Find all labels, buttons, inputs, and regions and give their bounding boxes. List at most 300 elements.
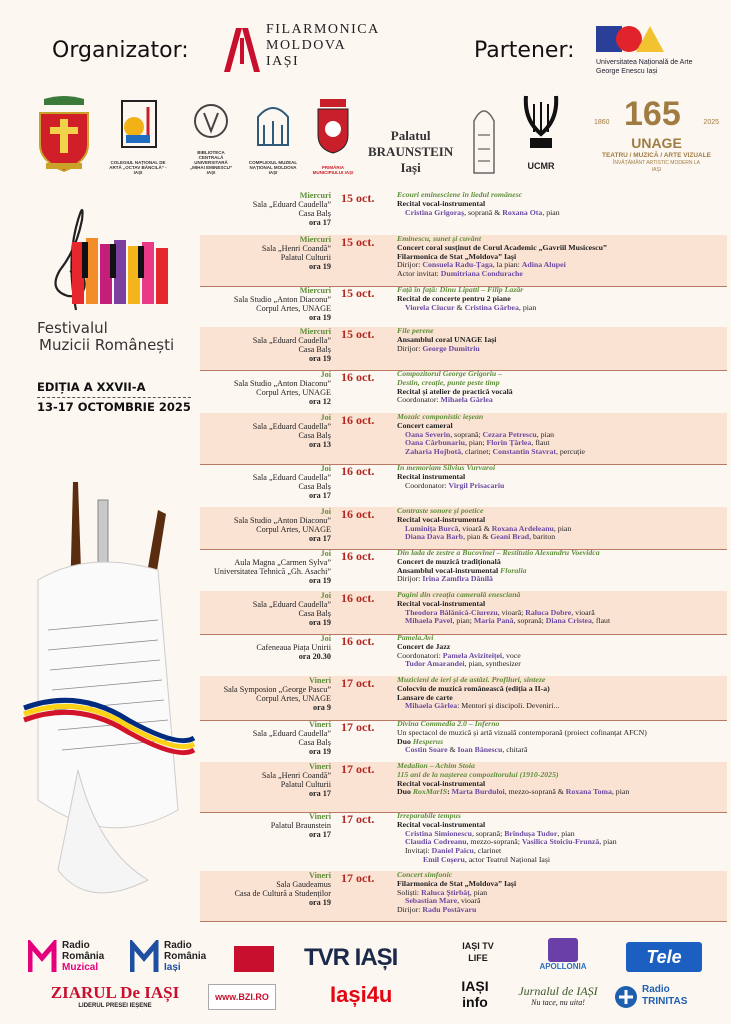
text-segment: Recital vocal-instrumental	[397, 819, 486, 829]
unarte-line2: George Enescu Iași	[596, 68, 658, 75]
organizer-label: Organizator:	[52, 38, 189, 63]
performer-name: Diana Dava Barb	[405, 532, 464, 542]
description-line	[397, 482, 725, 491]
event-place: Casa Balș	[298, 609, 331, 618]
performer-name: Adina Alupei	[521, 260, 566, 270]
text-segment: , soprană;	[450, 429, 483, 439]
description-line	[397, 906, 725, 915]
description-line: Divina Commedia 2.0 – Inferno	[397, 719, 500, 728]
text-segment: , pian;	[465, 438, 487, 448]
event-place: Universitatea Tehnică „Gh. Asachi”	[213, 567, 331, 576]
event-venue: Aula Magna „Carmen Sylva”	[234, 558, 331, 567]
text-segment: , chitară	[502, 745, 528, 755]
event-hour: ora 19	[308, 313, 331, 322]
event-venue: Sala „Eduard Caudella”	[252, 200, 331, 209]
event-location	[200, 762, 331, 798]
text-segment: , bariton	[529, 532, 556, 542]
festival-edition: EDIȚIA A XXVII-A	[37, 380, 146, 394]
event-location	[200, 871, 331, 907]
radio-romania-muzical-logo	[28, 940, 128, 976]
tvr-iasi-logo: TVR IAȘI	[304, 944, 398, 971]
radio-trinitas-logo	[614, 982, 706, 1012]
performer-name: Marta Burduloi	[451, 787, 505, 797]
performer-name: Mihaela Pavel	[405, 616, 453, 626]
city-crest-icon	[310, 95, 356, 155]
text-segment: Dirijor:	[397, 905, 423, 915]
unage-sub2: ÎNVĂȚĂMÂNT ARTISTIC MODERN LA IAȘI	[612, 160, 701, 173]
performer-name: Roxana Toma	[565, 787, 612, 797]
event-row	[200, 327, 727, 371]
unarte-line1: Universitatea Națională de Arte	[596, 59, 693, 66]
unarte-logo	[596, 22, 716, 82]
event-location	[200, 634, 331, 661]
unage-sub: TEATRU / MUZICĂ / ARTE VIZUALE	[601, 152, 712, 159]
description-line	[397, 660, 725, 669]
description-line: Ecouri eminesciene în liedul românesc	[397, 190, 523, 199]
text-segment: Recital vocal-instrumental	[397, 778, 486, 788]
text-segment: , pian	[542, 207, 560, 217]
jurnalul-name: Jurnalul de IAȘI	[518, 984, 598, 998]
description-line: Compozitorul George Grigoriu –	[397, 369, 503, 378]
complex-muzeal-logo	[248, 95, 298, 175]
event-date: 16 oct.	[341, 549, 375, 563]
performer-name: Virgil Prisacariu	[448, 480, 505, 490]
event-place: Corpul Artes, UNAGE	[256, 525, 331, 534]
unage-year-end: 2025	[703, 119, 719, 126]
event-row	[200, 507, 727, 550]
event-venue: Sala Studio „Anton Diaconu”	[233, 379, 331, 388]
event-date: 15 oct.	[341, 286, 375, 300]
description-line: Concert simfonic	[397, 870, 453, 879]
text-segment: , pian	[553, 523, 572, 533]
text-segment: , pian	[557, 828, 575, 838]
text-segment: , vioară;	[497, 607, 526, 617]
text-segment: Duo	[397, 736, 413, 746]
event-row	[200, 549, 727, 592]
event-row	[200, 464, 727, 508]
text-segment: Filarmonica de Stat „Moldova” Iași	[397, 251, 517, 261]
event-hour: ora 17	[308, 830, 331, 839]
filarmonica-line3: IAȘI	[266, 54, 300, 69]
unarte-mark-icon	[596, 22, 666, 56]
text-segment: , mezzo-soprană;	[466, 837, 522, 847]
event-hour: ora 13	[308, 440, 331, 449]
description-line: Mozaic componistic ieșean	[397, 412, 484, 421]
performer-name: Claudia Codreanu	[405, 837, 467, 847]
braunstein-line2: BRAUNSTEIN	[368, 144, 454, 159]
text-segment: , flaut	[531, 438, 550, 448]
event-day: Miercuri	[299, 191, 331, 200]
event-description	[397, 591, 725, 626]
iasi-info-logo: IAȘI info	[461, 978, 489, 1010]
text-segment: , vioară	[457, 896, 481, 906]
event-place: Palatul Culturii	[280, 780, 331, 789]
text-segment: , pian	[599, 837, 617, 847]
rri-mark-icon	[130, 940, 160, 974]
event-row	[200, 762, 727, 813]
text-segment: Recital vocal-instrumental	[397, 598, 486, 608]
description-line: Pagini din creația camerală enesciană	[397, 590, 521, 599]
braunstein-line1: Palatul	[390, 128, 431, 143]
event-row	[200, 871, 727, 922]
event-venue: Sala Symposion „George Pascu”	[223, 685, 331, 694]
festival-title-1: Festivalul	[37, 319, 108, 337]
performer-name: Oana Cărbunariu	[405, 438, 466, 448]
trinitas-line1: Radio	[642, 984, 670, 995]
event-location	[200, 286, 331, 322]
event-hour: ora 19	[308, 262, 331, 271]
event-day: Joi	[320, 591, 331, 600]
description-line: 115 ani de la nașterea compozitorului (1910-2025)	[397, 769, 559, 779]
event-place: Casa Balș	[298, 738, 331, 747]
event-location	[200, 191, 331, 227]
rri-line3: Iași	[164, 962, 181, 973]
lyre-icon	[520, 90, 562, 156]
festival-logo	[22, 200, 192, 500]
rri-line2: România	[164, 951, 207, 962]
event-hour: ora 17	[308, 218, 331, 227]
text-segment: Concert coral susținut de Corul Academic „Gavriil Musicescu”	[397, 242, 607, 252]
event-hour: ora 12	[308, 397, 331, 406]
braunstein-building-icon	[470, 95, 498, 180]
event-venue: Sala „Henri Coandă”	[261, 244, 331, 253]
iasi4u-logo: Iași4u	[330, 982, 393, 1007]
event-hour: ora 19	[308, 898, 331, 907]
text-segment: , pian;	[452, 616, 474, 626]
mitropolia-logo	[30, 95, 98, 175]
description-line	[397, 788, 725, 797]
event-description	[397, 370, 725, 405]
description-line	[397, 856, 725, 865]
text-segment: Concert de muzică tradițională	[397, 556, 501, 566]
performer-name: Radu Postăvaru	[422, 905, 477, 915]
event-row	[200, 235, 727, 287]
event-day: Miercuri	[299, 286, 331, 295]
event-row	[200, 676, 727, 721]
event-day: Vineri	[309, 871, 331, 880]
instruments-illustration	[18, 470, 203, 945]
htv-logo	[234, 946, 274, 972]
performer-name: Pamela Aviziteiței	[442, 650, 503, 660]
event-place: Palatul Culturii	[280, 253, 331, 262]
event-hour: ora 17	[308, 491, 331, 500]
text-segment: Dirijor:	[397, 574, 423, 584]
performer-name: Daniel Paicu	[431, 846, 474, 856]
rrm-mark-icon	[28, 940, 58, 974]
event-day: Vineri	[309, 676, 331, 685]
event-date: 17 oct.	[341, 720, 375, 734]
event-date: 16 oct.	[341, 464, 375, 478]
event-date: 15 oct.	[341, 235, 375, 249]
event-place: Casa de Cultură a Studenților	[234, 889, 331, 898]
description-line: Pamela.Avi	[397, 633, 434, 642]
event-date: 17 oct.	[341, 871, 375, 885]
filarmonica-line2: MOLDOVA	[266, 38, 347, 53]
event-date: 17 oct.	[341, 812, 375, 826]
iasi-tv-life-logo: IAȘI TV LIFE	[462, 941, 494, 963]
text-segment: , percuție	[555, 447, 585, 457]
event-location	[200, 549, 331, 585]
complex-caption: COMPLEXUL MUZEAL NAȚIONAL MOLDOVA IAȘI	[248, 160, 298, 175]
text-segment: Ansamblul vocal-instrumental	[397, 565, 501, 575]
event-row	[200, 634, 727, 677]
event-description	[397, 812, 725, 865]
event-hour: ora 19	[308, 618, 331, 627]
event-date: 15 oct.	[341, 191, 375, 205]
performer-name: Cristina Grigoraș	[405, 207, 465, 217]
event-venue: Sala „Eduard Caudella”	[252, 600, 331, 609]
event-date: 16 oct.	[341, 370, 375, 384]
event-day: Joi	[320, 370, 331, 379]
ucmr-logo	[520, 90, 562, 170]
text-segment: , pian, synthesizer	[464, 659, 521, 669]
event-description	[397, 762, 725, 797]
bzi-logo: www.BZI.RO	[208, 984, 276, 1010]
description-line: Din lada de zestre a Bucovinei – Restitutio Alexandru Voevidca	[397, 548, 600, 557]
performer-name: Sebastian Mare	[405, 896, 458, 906]
rrm-line3: Muzical	[62, 962, 99, 973]
event-hour: ora 17	[308, 534, 331, 543]
event-place: Casa Balș	[298, 482, 331, 491]
colegiu-logo	[108, 95, 168, 175]
event-hour: ora 9	[313, 703, 331, 712]
text-segment: &	[447, 745, 458, 755]
event-day: Vineri	[309, 720, 331, 729]
description-line	[397, 345, 725, 354]
rrm-line2: România	[62, 951, 105, 962]
event-location	[200, 676, 331, 712]
event-description	[397, 720, 725, 755]
rri-line1: Radio	[164, 940, 192, 951]
text-segment: , pian	[518, 302, 537, 312]
performer-name: Cristina Simionescu	[405, 828, 472, 838]
text-segment: , pian	[611, 787, 630, 797]
description-line	[397, 396, 725, 405]
event-day: Joi	[320, 464, 331, 473]
event-description	[397, 634, 725, 669]
tv-icon	[548, 938, 578, 962]
event-hour: ora 19	[308, 576, 331, 585]
event-location	[200, 327, 331, 363]
primaria-logo	[310, 95, 356, 175]
performer-name: Cristina Gârbea	[464, 302, 519, 312]
trinitas-line2: TRINITAS	[642, 996, 688, 1007]
event-description	[397, 413, 725, 457]
performer-name: Vasilica Stoiciu-Frunză	[521, 837, 600, 847]
performer-name: Consuela Radu-Țaga	[422, 260, 493, 270]
biblioteca-mark-icon	[188, 95, 234, 155]
description-line: Față în față: Dinu Lipatti – Filip Lazăr	[397, 285, 524, 294]
event-description	[397, 327, 725, 353]
ziarul-sub: LIDERUL PRESEI IEȘENE	[78, 1003, 152, 1009]
festival-dates: 13-17 OCTOMBRIE 2025	[37, 397, 191, 417]
ziarul-name: ZIARUL De IAȘI	[50, 983, 180, 1002]
performer-name: Florin Țârlea	[486, 438, 532, 448]
text-segment: , soprană &	[464, 207, 503, 217]
event-hour: ora 20.30	[298, 652, 331, 661]
event-day: Joi	[320, 413, 331, 422]
text-segment: Invitați:	[405, 846, 432, 856]
text-segment: Actor invitat:	[397, 269, 441, 279]
performer-name: Theodora Bălănică-Ciurezu	[405, 607, 498, 617]
event-location	[200, 370, 331, 406]
event-description	[397, 191, 725, 217]
event-venue: Sala Studio „Anton Diaconu”	[233, 295, 331, 304]
text-segment: Duo	[397, 787, 413, 797]
text-segment: Recital vocal-instrumental	[397, 514, 486, 524]
performer-name: Roxana Ardeleanu	[491, 523, 554, 533]
description-line	[397, 617, 725, 626]
performer-name: Cezara Petrescu	[482, 429, 537, 439]
tele-m-logo: Tele	[626, 942, 702, 972]
jurnalul-de-iasi-logo	[508, 984, 608, 1008]
event-place: Casa Balș	[298, 209, 331, 218]
event-venue: Sala „Henri Coandă”	[261, 771, 331, 780]
text-segment: Ansamblul coral UNAGE Iași	[397, 334, 497, 344]
unage-year-start: 1860	[594, 119, 610, 126]
event-date: 16 oct.	[341, 507, 375, 521]
performer-name: Mihaela Gârlea	[405, 701, 458, 711]
text-segment: Recital de concerte pentru 2 piane	[397, 293, 511, 303]
text-segment: Floralia	[500, 565, 527, 575]
performer-name: Dumitriana Condurache	[440, 269, 523, 279]
text-segment: , soprană;	[471, 828, 505, 838]
description-line	[397, 746, 725, 755]
performer-name: Tudor Amarandei	[405, 659, 465, 669]
description-line: Eminescu, sunet și cuvânt	[397, 234, 482, 243]
event-date: 16 oct.	[341, 634, 375, 648]
event-row	[200, 191, 727, 236]
unage-anniversary: 165	[624, 95, 681, 133]
filarmonica-logo	[222, 20, 392, 80]
biblioteca-logo	[188, 95, 234, 175]
text-segment: Concert cameral	[397, 420, 453, 430]
text-segment: , pian	[469, 887, 488, 897]
description-line: Un spectacol de muzică și artă vizuală contemporană (proiect cofinanțat AFCN)	[397, 727, 647, 737]
event-place: Casa Balș	[298, 431, 331, 440]
performer-name: Geani Brad	[490, 532, 530, 542]
text-segment: , flaut	[591, 616, 611, 626]
description-line: Irreparabile tempus	[397, 811, 461, 820]
text-segment: RoxMarIS	[412, 787, 448, 797]
text-segment: Colocviu de muzică românească (ediția a II-a)	[397, 683, 550, 693]
text-segment: , voce	[502, 650, 521, 660]
description-line	[397, 575, 725, 584]
event-date: 17 oct.	[341, 762, 375, 776]
event-row	[200, 812, 727, 872]
event-venue: Sala Gaudeamus	[276, 880, 331, 889]
text-segment: , vioară	[571, 607, 595, 617]
description-line	[397, 209, 725, 218]
braunstein-logo	[368, 128, 453, 176]
performer-name: Constantin Stavrat	[492, 447, 556, 457]
apollonia-logo	[528, 938, 598, 976]
filarmonica-line1: FILARMONICA	[266, 22, 380, 37]
performer-name: Emil Coșeru	[423, 854, 465, 864]
performer-name: Costin Soare	[405, 745, 448, 755]
event-hour: ora 17	[308, 789, 331, 798]
event-day: Miercuri	[299, 235, 331, 244]
event-description	[397, 676, 725, 711]
event-day: Joi	[320, 634, 331, 643]
event-location	[200, 413, 331, 449]
event-date: 16 oct.	[341, 413, 375, 427]
text-segment: , mezzo-soprană &	[504, 787, 566, 797]
event-hour: ora 19	[308, 747, 331, 756]
performer-name: Oana Severin	[405, 429, 451, 439]
event-venue: Cafeneaua Piața Unirii	[256, 643, 331, 652]
ziarul-de-iasi-logo	[30, 984, 200, 1010]
performer-name: Luminița Burcă	[405, 523, 459, 533]
text-segment: Lansare de carte	[397, 692, 453, 702]
text-segment: Soliști:	[397, 887, 422, 897]
event-day: Vineri	[309, 812, 331, 821]
description-line	[397, 533, 725, 542]
event-place: Corpul Artes, UNAGE	[256, 388, 331, 397]
text-segment: Recital instrumental	[397, 471, 466, 481]
performer-name: Mihaela Gârlea	[440, 395, 493, 405]
filarmonica-mark-icon	[222, 24, 262, 74]
text-segment: , pian	[536, 429, 555, 439]
description-line: Contraste sonore și poetice	[397, 506, 484, 515]
event-row	[200, 720, 727, 763]
event-location	[200, 235, 331, 271]
description-line	[397, 304, 725, 313]
jurnalul-sub: Nu tace, nu uita!	[531, 998, 585, 1007]
event-location	[200, 720, 331, 756]
performer-name: Ioan Bănescu	[457, 745, 503, 755]
text-segment: :	[447, 787, 452, 797]
colegiu-caption: COLEGIUL NAȚIONAL DE ARTĂ „OCTAV BĂNCILĂ” - IAȘI	[109, 160, 167, 175]
event-description	[397, 507, 725, 542]
text-segment: , soprană;	[513, 616, 546, 626]
primaria-caption: PRIMĂRIA MUNICIPIULUI IAȘI	[312, 165, 354, 175]
event-day: Joi	[320, 549, 331, 558]
event-place: Corpul Artes, UNAGE	[256, 304, 331, 313]
treble-clef-piano-icon	[32, 200, 182, 315]
event-description	[397, 871, 725, 915]
radio-romania-iasi-logo	[130, 940, 230, 976]
event-location	[200, 507, 331, 543]
event-day: Vineri	[309, 762, 331, 771]
event-venue: Palatul Braunstein	[270, 821, 331, 830]
event-location	[200, 591, 331, 627]
description-line: In memoriam Silvius Vurvaroi	[397, 463, 496, 472]
unage-logo	[594, 95, 719, 185]
partner-label: Partener:	[474, 38, 575, 63]
text-segment: Hesperus	[412, 736, 444, 746]
text-segment: Filarmonica de Stat „Moldova” Iași	[397, 878, 517, 888]
event-venue: Sala „Eduard Caudella”	[252, 336, 331, 345]
performer-name: Diana Cristea	[545, 616, 592, 626]
event-day: Joi	[320, 507, 331, 516]
festival-title-2: Muzicii Românești	[39, 336, 175, 354]
text-segment: Recital și atelier de practică vocală	[397, 386, 513, 396]
event-location	[200, 812, 331, 839]
text-segment: : Mentori și discipoli. Deveniri...	[457, 701, 560, 711]
event-row	[200, 413, 727, 465]
coat-of-arms-icon	[30, 95, 98, 175]
palace-icon	[248, 95, 298, 155]
description-line	[397, 702, 725, 711]
biblioteca-caption: BIBLIOTECA CENTRALĂ UNIVERSITARĂ „MIHAI EMINESCU” IAȘI	[189, 150, 233, 175]
text-segment: &	[454, 302, 465, 312]
event-date: 17 oct.	[341, 676, 375, 690]
event-date: 16 oct.	[341, 591, 375, 605]
event-row	[200, 286, 727, 328]
text-segment: , vioară &	[458, 523, 492, 533]
description-line: File perene	[397, 326, 434, 335]
